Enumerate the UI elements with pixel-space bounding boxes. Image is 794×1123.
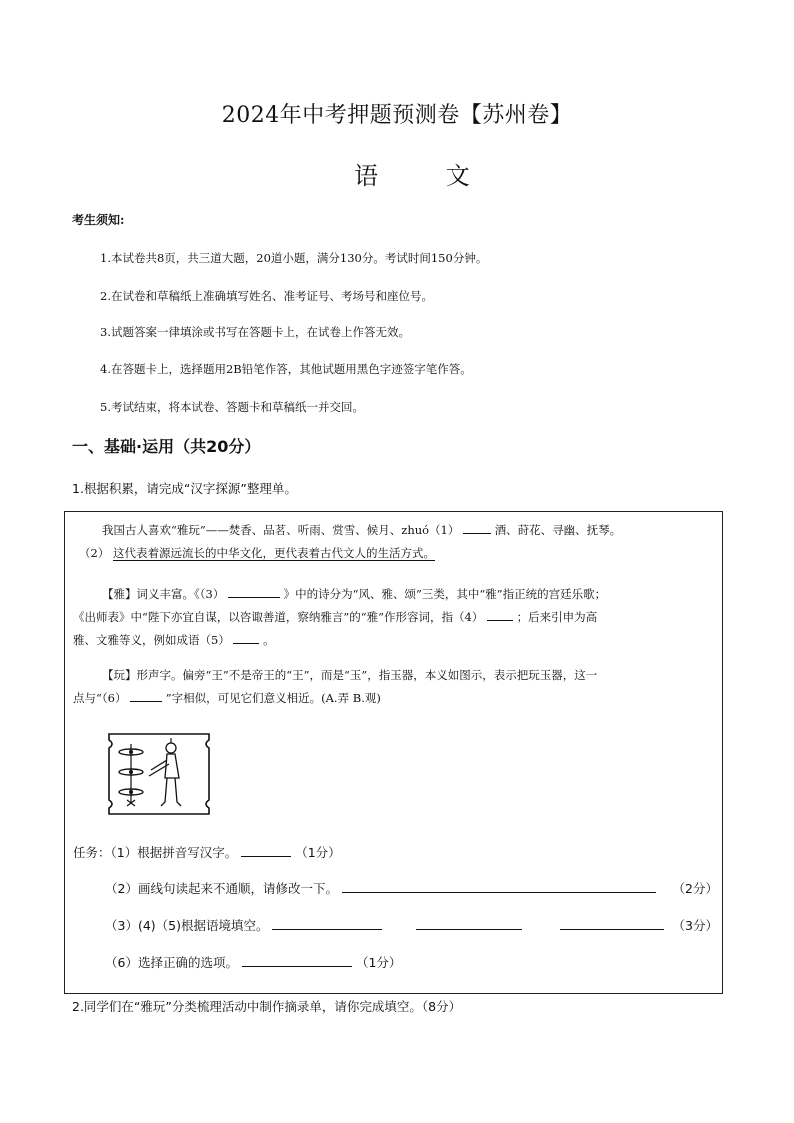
- paragraph-text: 点与“（6）: [73, 691, 127, 705]
- paragraph-text: 雅、文雅等义，例如成语（5）: [73, 633, 230, 647]
- notice-item: 5.考试结束，将本试卷、答题卡和草稿纸一并交回。: [100, 400, 364, 414]
- answer-blank-4[interactable]: [487, 608, 513, 621]
- paragraph-text: ；后来引申为高: [516, 610, 598, 624]
- answer-blank-5[interactable]: [233, 631, 259, 644]
- section-heading: 一、基础·运用（共20分）: [72, 437, 261, 456]
- task-1: [73, 843, 341, 861]
- notice-item: 2.在试卷和草稿纸上准确填写姓名、准考证号、考场号和座位号。: [100, 289, 433, 303]
- task-label: 任务：（1）根据拼音写汉字。: [73, 845, 238, 860]
- paragraph-text: （2）: [79, 546, 110, 560]
- task-score: （1分）: [355, 955, 402, 970]
- paragraph-1-line-2: [79, 542, 435, 565]
- task-label: （2）画线句读起来不通顺，请修改一下。: [105, 881, 338, 896]
- paragraph-2-line-2: [73, 606, 597, 629]
- underlined-sentence: 这代表着源远流长的中华文化，更代表着古代文人的生活方式。: [112, 546, 435, 560]
- answer-blank-3[interactable]: [228, 585, 280, 598]
- task-label: （3）(4)（5)根据语境填空。: [105, 918, 269, 933]
- task-score: （3分）: [672, 918, 718, 933]
- paragraph-text: 》中的诗分为“风、雅、颂”三类，其中“雅”指正统的宫廷乐歌；: [283, 587, 607, 601]
- paragraph-text: 《出师表》中“陛下亦宜自谋，以咨诹善道，察纳雅言”的“雅”作形容词，指（4）: [73, 610, 484, 624]
- question-2-prompt: 2.同学们在“雅玩”分类梳理活动中制作摘录单，请你完成填空。（8分）: [72, 999, 462, 1014]
- task-score: （2分）: [672, 881, 718, 896]
- task-3-answer-5[interactable]: [560, 917, 664, 930]
- paragraph-text: 酒、莳花、寻幽、抚琴。: [494, 523, 622, 537]
- answer-blank-1[interactable]: [463, 521, 491, 534]
- worksheet-box: [64, 511, 723, 994]
- paragraph-3-line-2: [73, 687, 381, 710]
- notice-heading: 考生须知:: [72, 213, 125, 227]
- answer-blank-6[interactable]: [130, 689, 162, 702]
- question-1-prompt: 1.根据积累，请完成“汉字探源”整理单。: [72, 481, 297, 496]
- task-2: [105, 879, 718, 897]
- paragraph-text: 。: [263, 633, 275, 647]
- exam-title: 2024年中考押题预测卷【苏州卷】: [221, 103, 573, 128]
- paragraph-2-line-3: [73, 629, 275, 652]
- paragraph-text: ”字相似，可见它们意义相近。(A.弄 B.观): [165, 691, 381, 705]
- task-3-answer-4[interactable]: [416, 917, 522, 930]
- paragraph-3-line-1: 【玩】形声字。偏旁“王”不是帝王的“王”，而是“玉”，指玉器，本义如图示，表示把玩玉器，这一: [102, 668, 598, 682]
- task-score: （1分）: [295, 845, 341, 860]
- task-1-answer[interactable]: [241, 844, 291, 857]
- task-3-answer-3[interactable]: [272, 917, 382, 930]
- subject-title: 语 文: [354, 162, 500, 190]
- task-label: （6）选择正确的选项。: [105, 955, 238, 970]
- notice-item: 1.本试卷共8页，共三道大题，20道小题，满分130分。考试时间150分钟。: [100, 251, 488, 265]
- task-4-answer[interactable]: [242, 954, 352, 967]
- paragraph-text: 我国古人喜欢“雅玩”——焚香、品茗、听雨、赏雪、候月、zhuó（1）: [102, 523, 460, 537]
- notice-item: 3.试题答案一律填涂或书写在答题卡上，在试卷上作答无效。: [100, 325, 410, 339]
- task-3: [105, 916, 718, 934]
- paragraph-1-line-1: [102, 519, 621, 542]
- paragraph-2-line-1: [102, 583, 606, 606]
- jade-play-illustration: [103, 730, 215, 818]
- task-4: [105, 953, 401, 971]
- notice-item: 4.在答题卡上，选择题用2B铅笔作答，其他试题用黑色字迹签字笔作答。: [100, 362, 472, 376]
- task-2-answer[interactable]: [342, 880, 656, 893]
- paragraph-text: 【雅】词义丰富。《（3）: [102, 587, 225, 601]
